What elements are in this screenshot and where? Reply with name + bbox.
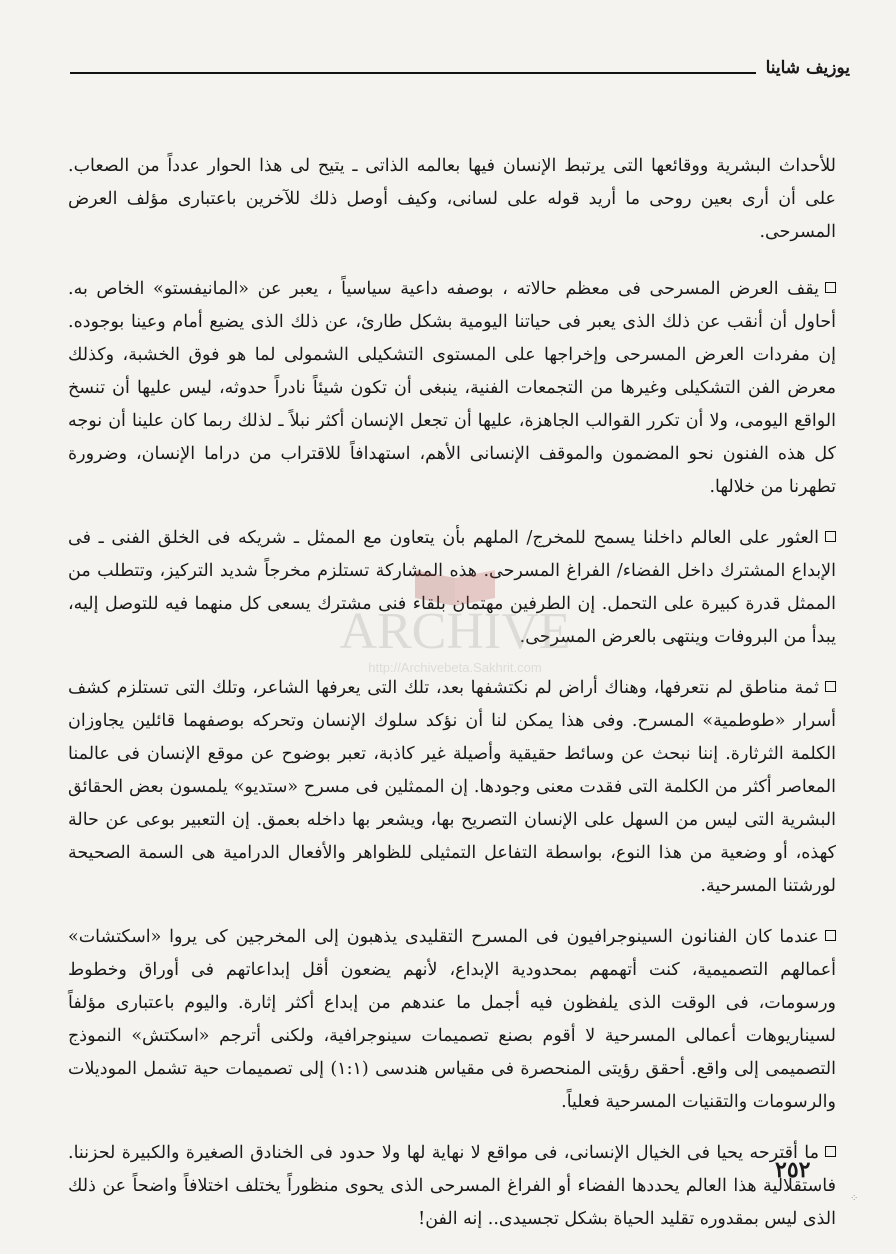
- page-body: [68, 150, 836, 1254]
- page-number: ٢٥٢: [775, 1157, 811, 1183]
- paragraph-3: [68, 522, 836, 654]
- paragraph-text: للأحداث البشرية ووقائعها التى يرتبط الإنسان فيها بعالمه الذاتى ـ يتيح لى هذا الحوار عدداً من الصعاب. على أن أرى بعين روحى ما أريد قوله على لسانى، وكيف أوصل ذلك للآخرين باعتبارى مؤلف العرض المسرحى.: [68, 156, 836, 242]
- paragraph-text: يقف العرض المسرحى فى معظم حالاته ، بوصفه داعية سياسياً ، يعبر عن «المانيفستو» الخاص به. أحاول أن أنقب عن ذلك الذى يعبر فى حياتنا اليومية بشكل طارئ، عن ذلك الذى يضيع أمام وعينا بوجوده. إن مفردات العرض المسرحى وإخراجها على المستوى التشكيلى الشمولى لما هو فوق الخشبة، وكذلك معرض الفن التشكيلى وغيرها من التجمعات الفنية، ينبغى أن تكون شيئاً نادراً حدوثه، ليس عليها أن تنسخ الواقع اليومى، ولا أن تكرر القوالب الجاهزة، عليها أن تجعل الإنسان أكثر نبلاً ـ لذلك ربما كان علينا أن نوجه كل هذه الفنون نحو المضمون والموقف الإنسانى الأهم، استهدافاً للاقتراب من دراما الإنسان، وضرورة تطهرنا من خلالها.: [68, 279, 836, 497]
- header-rule: [70, 72, 756, 74]
- watermark-text: ARCHIVE: [339, 603, 571, 660]
- paragraph-4: [68, 672, 836, 903]
- paragraph-text: ثمة مناطق لم نتعرفها، وهناك أراض لم نكتشفها بعد، تلك التى يعرفها الشاعر، وتلك التى تستلزم كشف أسرار «طوطمية» المسرح. وفى هذا يمكن لنا أن نؤكد سلوك الإنسان وتحركه بوصفهما قائلين يجاوزان الكلمة الثرثارة. إننا نبحث عن وسائط حقيقية وأصيلة غير كاذبة، تعبر بوضوح عن موقع الإنسان فى عالمنا المعاصر أكثر من الكلمة التى فقدت معنى وجودها. إن الممثلين فى مسرح «ستديو» يلمسون بعض الحقائق البشرية التى ليس من السهل على الإنسان التصريح بها، ويشعر بها داخله بعمق. إن التعبير بوعى عن حالة كهذه، أو وضعية من هذا النوع، بواسطة التفاعل التمثيلى للظواهر والأفعال الدرامية هى السمة الصحيحة لورشتنا المسرحية.: [68, 678, 836, 896]
- paragraph-2: [68, 273, 836, 504]
- paragraph-text: ما أقترحه يحيا فى الخيال الإنسانى، فى مواقع لا نهاية لها ولا حدود فى الخنادق الصغيرة والكبيرة لحزننا. فاستقلالية هذا العالم يحددها الفضاء أو الفراغ المسرحى الذى يحوى منظوراً يختلف اختلافاً واضحاً عن ذلك الذى ليس بمقدوره تقليد الحياة بشكل تجسيدى.. إنه الفن!: [68, 1143, 836, 1229]
- paragraph-6: [68, 1137, 836, 1236]
- svg-text:⁘: ⁘: [850, 1193, 859, 1204]
- watermark-url: http://Archivebeta.Sakhrit.com: [368, 660, 542, 675]
- bullet-box-icon: [825, 531, 836, 542]
- bullet-box-icon: [825, 681, 836, 692]
- paragraph-5: [68, 921, 836, 1119]
- running-head: يوزيف شاينا: [765, 58, 850, 78]
- bullet-box-icon: [825, 282, 836, 293]
- bullet-box-icon: [825, 930, 836, 941]
- paragraph-text: عندما كان الفنانون السينوجرافيون فى المسرح التقليدى يذهبون إلى المخرجين كى يروا «اسكتشات» أعمالهم التصميمية، كنت أتهمهم بمحدودية الإبداع، لأنهم يضعون أقل إبداعاتهم فى أوراق وخطوط ورسومات، فى الوقت الذى يلفظون فيه أجمل ما عندهم من إبداع أكثر إثارة. واليوم باعتبارى مؤلفاً لسيناريوهات أعمالى المسرحية لا أقوم بصنع تصميمات سينوجرافية، ولكنى أترجم «اسكتش» النموذج التصميمى إلى واقع. أحقق رؤيتى المنحصرة فى مقياس هندسى (١:١) إلى تصميمات حية تشمل الموديلات والرسومات والتقنيات المسرحية فعلياً.: [68, 927, 836, 1112]
- paragraph-1: [68, 150, 836, 249]
- paragraph-text: العثور على العالم داخلنا يسمح للمخرج/ الملهم بأن يتعاون مع الممثل ـ شريكه فى الخلق الفنى ـ فى الإبداع المشترك داخل الفضاء/ الفراغ المسرحى. هذه المشاركة تستلزم مخرجاً شديد التركيز، وتتطلب من الممثل قدرة كبيرة على التحمل. إن الطرفين مهتمان بلقاء فنى مشترك يسعى كل منهما فيه للتوصل إليه، يبدأ من البروفات وينتهى بالعرض المسرحى.: [68, 528, 836, 647]
- bullet-box-icon: [825, 1146, 836, 1157]
- corner-mark-icon: [850, 1190, 880, 1204]
